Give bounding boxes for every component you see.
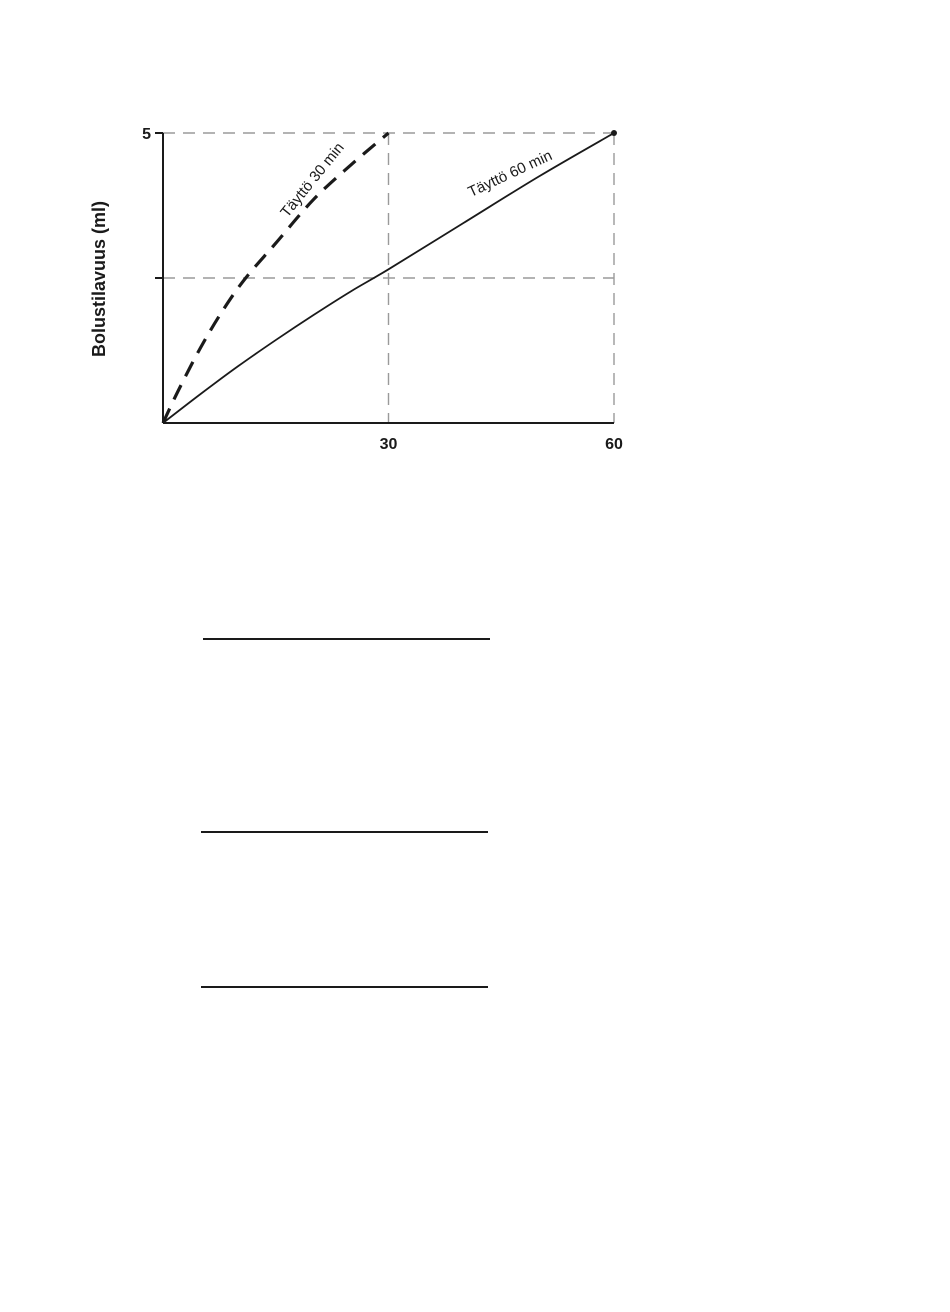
bolus-volume-chart <box>0 0 950 560</box>
x-tick-label-60: 60 <box>605 436 623 453</box>
blank-line-1 <box>203 638 490 640</box>
y-tick-label-5: 5 <box>142 126 151 143</box>
series-lines <box>163 130 617 423</box>
series-labels <box>277 140 555 221</box>
blank-line-3 <box>201 986 488 988</box>
series-label-fill-30-min: Täyttö 30 min <box>277 139 348 221</box>
y-axis-title: Bolustilavuus (ml) <box>89 200 109 358</box>
axis-ticks <box>142 126 623 453</box>
series-label-fill-60-min: Täyttö 60 min <box>465 147 555 201</box>
x-tick-label-30: 30 <box>379 436 398 453</box>
blank-line-2 <box>201 831 488 833</box>
grid-lines <box>163 133 614 423</box>
end-point-marker <box>611 130 617 136</box>
